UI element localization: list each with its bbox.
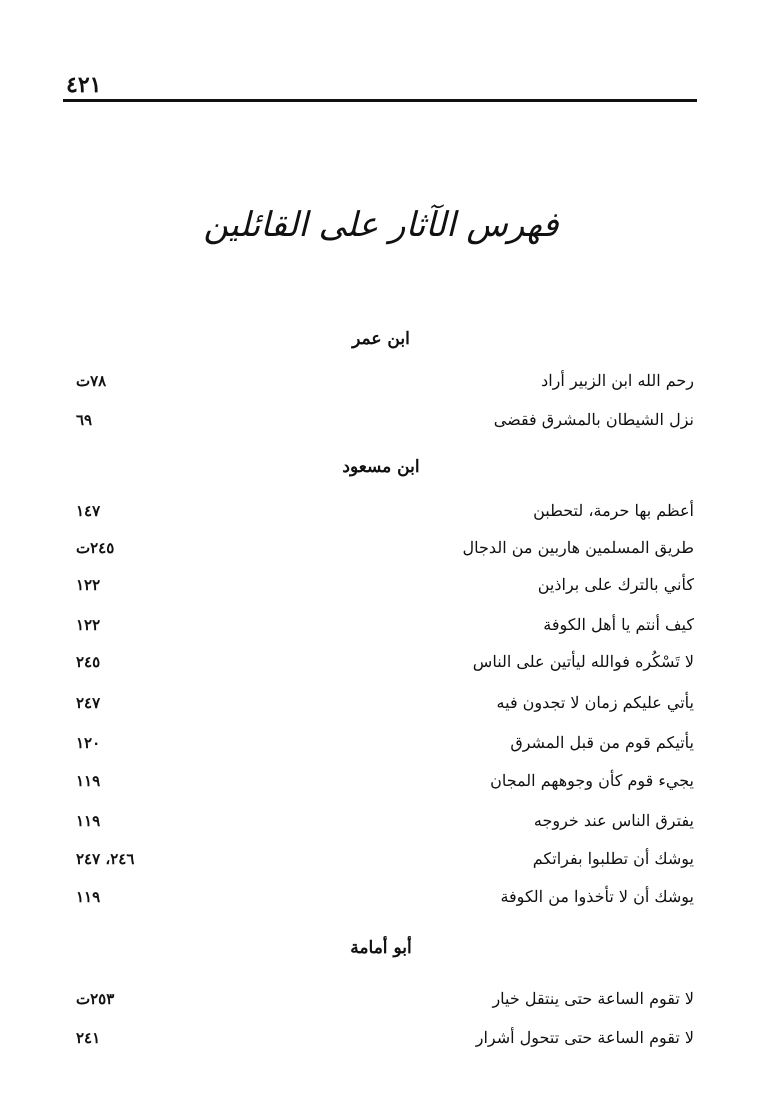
section-heading: ابن مسعود bbox=[342, 457, 420, 477]
index-title: فهرس الآثار على القائلين bbox=[203, 205, 559, 245]
entry-page-ref: ٢٤٥ bbox=[76, 653, 101, 671]
entry-page-ref: ١٢٢ bbox=[76, 616, 101, 634]
entry-text: يفترق الناس عند خروجه bbox=[533, 811, 694, 830]
entry-page-ref: ١١٩ bbox=[76, 812, 101, 830]
entry-page-ref: ٢٤٦، ٢٤٧ bbox=[76, 850, 135, 868]
section-heading: أبو أمامة bbox=[350, 938, 412, 958]
index-entry bbox=[66, 984, 694, 1014]
index-entry bbox=[66, 405, 694, 435]
index-entry bbox=[66, 882, 694, 912]
index-entry bbox=[66, 1023, 694, 1053]
entry-text: كأني بالترك على براذين bbox=[537, 575, 694, 594]
index-entry bbox=[66, 496, 694, 526]
entry-page-ref: ٢٤٥ت bbox=[76, 539, 115, 557]
entry-page-ref: ١٤٧ bbox=[76, 502, 101, 520]
entry-page-ref: ١٢٠ bbox=[76, 734, 101, 752]
index-entry bbox=[66, 844, 694, 874]
entry-page-ref: ٦٩ bbox=[76, 411, 93, 429]
entry-page-ref: ٢٤٧ bbox=[76, 694, 101, 712]
index-entry bbox=[66, 728, 694, 758]
entry-text: لا تقوم الساعة حتى ينتقل خيار bbox=[492, 989, 694, 1008]
entry-text: يوشك أن لا تأخذوا من الكوفة bbox=[500, 887, 694, 906]
entry-text: لا تَسْكُره فوالله ليأتين على الناس bbox=[472, 652, 694, 671]
entry-text: أعظم بها حرمة، لتحطبن bbox=[533, 501, 694, 520]
index-entry bbox=[66, 806, 694, 836]
index-entry bbox=[66, 647, 694, 677]
section-heading-ibn-umar bbox=[0, 327, 762, 351]
entry-text: يأتيكم قوم من قبل المشرق bbox=[510, 733, 694, 752]
entry-page-ref: ٧٨ت bbox=[76, 372, 107, 390]
entry-text: طريق المسلمين هاربين من الدجال bbox=[462, 538, 694, 557]
page-number: ٤٢١ bbox=[66, 72, 102, 98]
entry-text: كيف أنتم يا أهل الكوفة bbox=[543, 615, 694, 634]
entry-text: رحم الله ابن الزبير أراد bbox=[541, 371, 694, 390]
index-entry bbox=[66, 688, 694, 718]
index-entry bbox=[66, 610, 694, 640]
index-entry bbox=[66, 766, 694, 796]
entry-page-ref: ٢٥٣ت bbox=[76, 990, 115, 1008]
index-entry bbox=[66, 570, 694, 600]
entry-text: يجيء قوم كأن وجوههم المجان bbox=[490, 771, 694, 790]
section-heading: ابن عمر bbox=[352, 329, 410, 349]
section-heading-ibn-masud bbox=[0, 455, 762, 479]
entry-text: لا تقوم الساعة حتى تتحول أشرار bbox=[475, 1028, 694, 1047]
entry-page-ref: ١١٩ bbox=[76, 772, 101, 790]
entry-page-ref: ١٢٢ bbox=[76, 576, 101, 594]
section-heading-abu-umama bbox=[0, 936, 762, 960]
header-rule bbox=[63, 99, 697, 102]
entry-text: نزل الشيطان بالمشرق فقضى bbox=[493, 410, 694, 429]
entry-text: يوشك أن تطلبوا بفراتكم bbox=[532, 849, 694, 868]
entry-page-ref: ١١٩ bbox=[76, 888, 101, 906]
entry-text: يأتي عليكم زمان لا تجدون فيه bbox=[496, 693, 694, 712]
entry-page-ref: ٢٤١ bbox=[76, 1029, 101, 1047]
index-entry bbox=[66, 533, 694, 563]
index-entry bbox=[66, 366, 694, 396]
